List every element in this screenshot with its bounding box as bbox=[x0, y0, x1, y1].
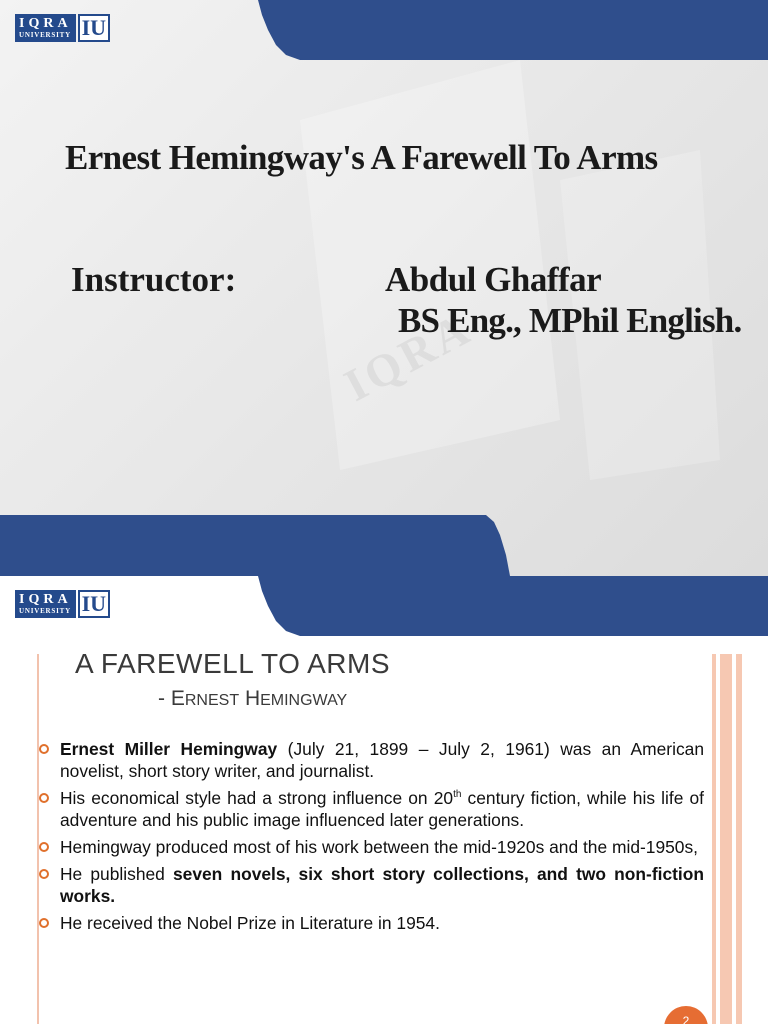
bullet-text: (July 21, 1899 – July 2, 1961) was an American novelist, short story writer, and journalist. bbox=[60, 739, 704, 781]
logo-top-text: IQRA bbox=[19, 15, 72, 31]
list-item bbox=[36, 787, 704, 831]
subheading-rest: RNEST bbox=[184, 692, 240, 709]
bullet-superscript: th bbox=[453, 789, 462, 801]
instructor-label: Instructor: bbox=[71, 260, 237, 299]
bullet-text: He received the Nobel Prize in Literature in 1954. bbox=[60, 913, 440, 933]
bullet-icon bbox=[39, 918, 49, 928]
bullet-icon bbox=[39, 744, 49, 754]
bullet-text: He published bbox=[60, 864, 173, 884]
bullet-list bbox=[36, 738, 704, 939]
list-item bbox=[36, 738, 704, 782]
bottom-banner bbox=[0, 515, 510, 576]
watermark: IQRA bbox=[335, 302, 481, 411]
logo-wordmark bbox=[15, 590, 76, 618]
bullet-icon bbox=[39, 869, 49, 879]
slide2-decoration bbox=[0, 576, 768, 656]
subheading-initial: E bbox=[170, 687, 185, 710]
logo-bottom-text: UNIVERSITY bbox=[19, 30, 71, 39]
bullet-bold-text: seven novels, six short story collections, and two non-fiction works. bbox=[60, 864, 704, 906]
bullet-text: Hemingway produced most of his work between the mid-1920s and the mid-1950s, bbox=[60, 837, 698, 857]
bullet-text: His economical style had a strong influence on 20 bbox=[60, 788, 454, 808]
list-item bbox=[36, 912, 704, 934]
subheading-dash: - bbox=[158, 687, 165, 710]
subheading-initial: H bbox=[244, 687, 261, 710]
bullet-icon bbox=[39, 793, 49, 803]
instructor-credentials: BS Eng., MPhil English. bbox=[398, 301, 742, 340]
top-banner bbox=[258, 0, 768, 60]
logo-wordmark bbox=[15, 14, 76, 42]
top-banner bbox=[258, 576, 768, 636]
bullet-icon bbox=[39, 842, 49, 852]
slide-subheading bbox=[158, 687, 347, 711]
subheading-rest: EMINGWAY bbox=[260, 692, 348, 709]
logo-mark: IU bbox=[78, 14, 110, 42]
slide-heading: A FAREWELL TO ARMS bbox=[75, 648, 391, 679]
logo-mark: IU bbox=[78, 590, 110, 618]
right-decorative-bar bbox=[712, 654, 742, 1024]
bullet-text: century fiction, while his life of adventure and his public image influenced later generations. bbox=[60, 788, 704, 830]
list-item bbox=[36, 836, 704, 858]
page-number-badge: 2 bbox=[664, 1006, 708, 1024]
university-logo bbox=[15, 590, 110, 618]
slide-title: Ernest Hemingway's A Farewell To Arms bbox=[65, 138, 658, 177]
content-slide bbox=[0, 576, 768, 1024]
university-logo bbox=[15, 14, 110, 42]
bullet-bold-text: Ernest Miller Hemingway bbox=[60, 739, 278, 759]
instructor-name: Abdul Ghaffar bbox=[385, 260, 602, 299]
logo-top-text: IQRA bbox=[19, 591, 72, 607]
list-item bbox=[36, 863, 704, 907]
logo-bottom-text: UNIVERSITY bbox=[19, 606, 71, 615]
